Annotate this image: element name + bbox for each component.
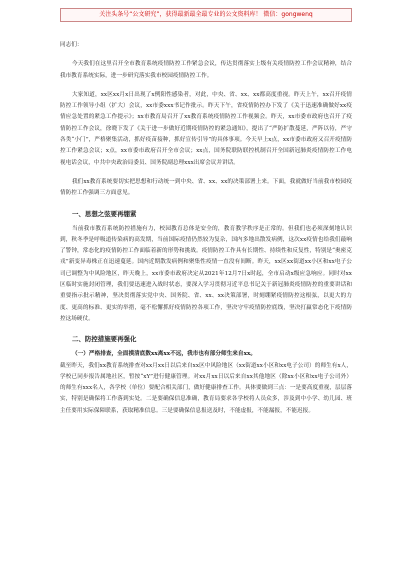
paragraph-background: 大家知道，xx区xx月x日出现了x例阳性感染者，对此，中央、省、xx、xx都高度重视。昨天上午，xx召开疫情防控工作领导小组（扩大）会议，xx市委xxx书记作批示。昨天下午，省疫情防控办下发了《关于迅速准确做好xx疫情应急处置的紧急工作提示》；xx市教育局召开了xx教育系统疫情防控工作视频会。昨天，xx市委市政府也召开了疫情防控工作会议，徐晓下发了《关于进一步做好近期疫情防控的紧急通知》，提出了“严防扩散蔓延，严阵以待，严守各类“小门”，严格聚集活动，抓好疫苗接种，抓好宣传引导”的具体事项。今天早上x点，xx市委市政府又召开疫情防控工作紧急会议；x点，xx市委市政府召开全市会议；xx点，国务院联防联控机制召开全国新冠肺炎疫情防控工作电视电话会议，中共中央政治局委员、国务院副总理xxx出席会议并讲话。 (60, 91, 352, 166)
document-body (60, 40, 352, 570)
section-2-lead: （一）严格排查，全面摸清底数xx离xx不远，我市也有部分师生来自xx。 (72, 351, 256, 358)
section-1-paragraph: 当前我市教育系统防控措施有力，校园教育总体是安全的，教育教学秩序是正常的。但我们也必须深刻地认识到，秋冬季是呼吸道传染病的高发期，当前国际疫情仍然较为复杂，国内多地出散发病例，这次xx疫情也给我们敲响了警钟，常态化的疫情防控工作面临着新的形势和挑战。疫情防控工作具有长期性、持续性和反复性，特别是“奥密克戎”新变异毒株正在迅速蔓延。国内近期散发病例和聚集性疫情一直没有间断。昨天，xx区xx街道xx小区和xx电子公司已调整为中风险地区，昨天晚上，xx市委市政府决定从2021年12月7日x时起，全市启动x级应急响应。同时对xx区临时实施封闭管理，我们要迅速进入战时状态，要深入学习贯彻习近平总书记关于新冠肺炎疫情防控的重要讲话和重要指示批示精神，坚决贯彻落实党中央、国务院、省、xx、xx决策部署，时刻绷紧疫情防控这根弦，以更大的力度、更高的标准、更实的举措，毫不松懈抓好疫情防控各项工作，坚决守牢疫情防控底线，坚决打赢常态化下疫情防控这场硬仗。 (60, 225, 352, 322)
section-heading-1: 一、思想之弦要再绷紧 (72, 209, 137, 218)
promo-banner[interactable]: 关注头条号“公文研究”，获得最新最全最专业的公文资料库！ 微信：gongwenq (60, 8, 352, 22)
salutation: 同志们： (60, 42, 83, 48)
section-2-paragraph: 截至昨天，我们xx教育系统排查对xx月xx日以后来自xx区中风险地区（xx街道xx小区和xx电子公司）的师生有x人，学校已同步报告属地社区，暂按“xY”进行健康管理。对xx月xx日以后来自xx其他地区（除xx小区和xx电子公司外）的师生有xxx名人，各学校（单位）要配合相关部门，做好健康排查工作。具体要做到三点：一是要高度重视，层层落实，特别是确保将工作落到实处。二是要确保信息准确，教育局要求各学校将人员众多，涉及到中小学、幼儿园、班主任要用实际保障联系，获取精准信息。三是要确保信息报送及时，不能虚报，不能漏报，不能迟报。 (60, 362, 352, 414)
paragraph-intro: 今天我们在这里召开全市教育系统疫情防控工作紧急会议，传达贯彻落实上级有关疫情防控工作会议精神，结合我市教育系统实际，进一步研究落实我市校园疫情防控工作。 (60, 61, 352, 79)
paragraph-transition: 我们xx教育系统要切实把思想和行动统一到中央、省、xx、xx的决策部署上来。下面，我就做好当前我市校园疫情防控工作强调三方面意见。 (60, 178, 352, 197)
section-heading-2: 二、防控措施要再强化 (72, 335, 137, 344)
